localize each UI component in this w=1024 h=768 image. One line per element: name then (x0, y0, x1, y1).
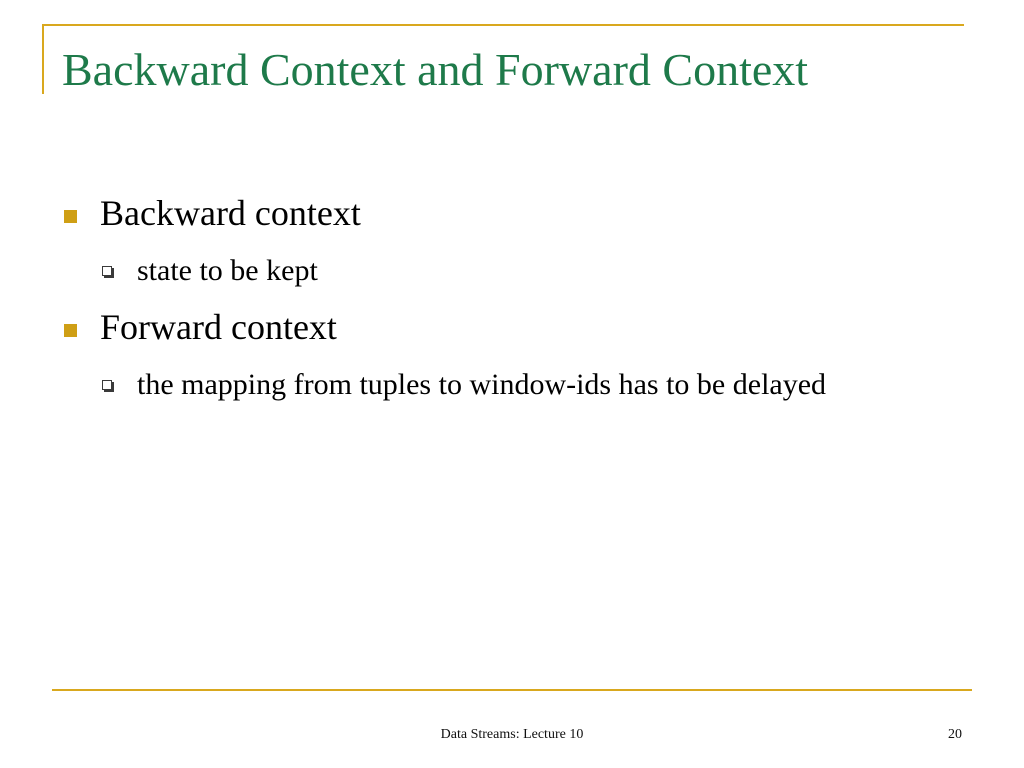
left-rule (42, 24, 44, 94)
page-number: 20 (948, 727, 962, 742)
sub-bullet-label: the mapping from tuples to window-ids has to be delayed (137, 368, 827, 401)
square-bullet-icon (64, 210, 77, 223)
top-rule (42, 24, 964, 26)
bullet-label: Backward context (100, 193, 361, 233)
footer-rule (52, 689, 972, 691)
sub-bullet-label: state to be kept (137, 254, 318, 287)
hollow-square-bullet-icon (102, 380, 112, 390)
square-bullet-icon (64, 324, 77, 337)
hollow-square-bullet-icon (102, 266, 112, 276)
slide-title: Backward Context and Forward Context (62, 44, 809, 95)
footer-title: Data Streams: Lecture 10 (440, 727, 584, 742)
bullet-label: Forward context (100, 307, 337, 347)
